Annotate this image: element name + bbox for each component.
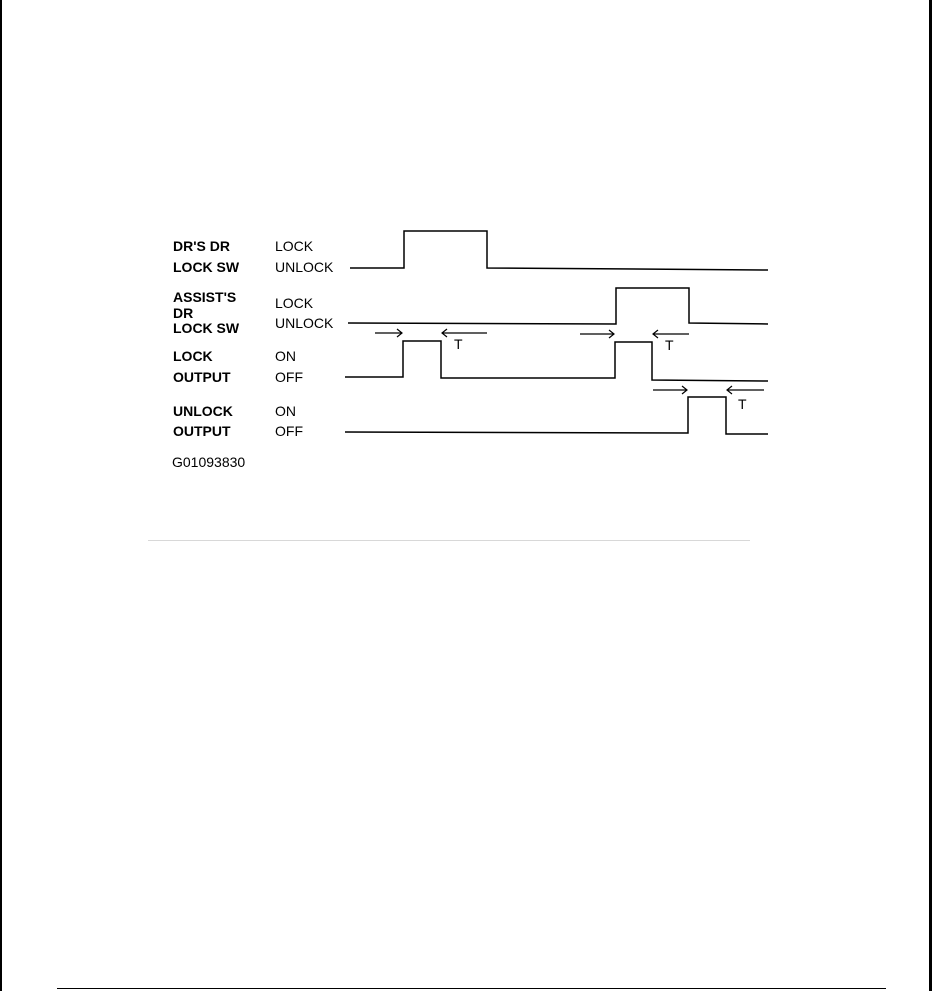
signal-name-line: OUTPUT [173, 369, 231, 385]
signal-name-line: UNLOCK [173, 403, 233, 419]
state-label-high: ON [275, 348, 296, 364]
timer-label: T [665, 337, 674, 353]
figure-id: G01093830 [172, 454, 246, 470]
waveform [350, 231, 768, 270]
signal-assist-door-lock-switch [173, 288, 768, 336]
state-label-low: OFF [275, 423, 303, 439]
signal-drivers-door-lock-switch [173, 231, 768, 275]
signal-name-line: LOCK SW [173, 320, 240, 336]
timer-annotation [653, 386, 764, 412]
state-label-high: LOCK [275, 295, 314, 311]
state-label-low: UNLOCK [275, 315, 334, 331]
signal-name-line: LOCK [173, 348, 213, 364]
waveform [348, 288, 768, 324]
signal-name-line: OUTPUT [173, 423, 231, 439]
signal-name-line: ASSIST'S [173, 289, 237, 305]
signal-lock-output [173, 329, 768, 385]
waveform [345, 341, 768, 381]
signal-name-line: DR'S DR [173, 238, 230, 254]
waveform [345, 397, 768, 434]
state-label-high: ON [275, 403, 296, 419]
state-label-low: OFF [275, 369, 303, 385]
signal-unlock-output [173, 386, 768, 439]
timer-label: T [454, 336, 463, 352]
state-label-low: UNLOCK [275, 259, 334, 275]
timer-label: T [738, 396, 747, 412]
signal-name-line: DR [173, 305, 194, 321]
signal-name-line: LOCK SW [173, 259, 240, 275]
state-label-high: LOCK [275, 238, 314, 254]
